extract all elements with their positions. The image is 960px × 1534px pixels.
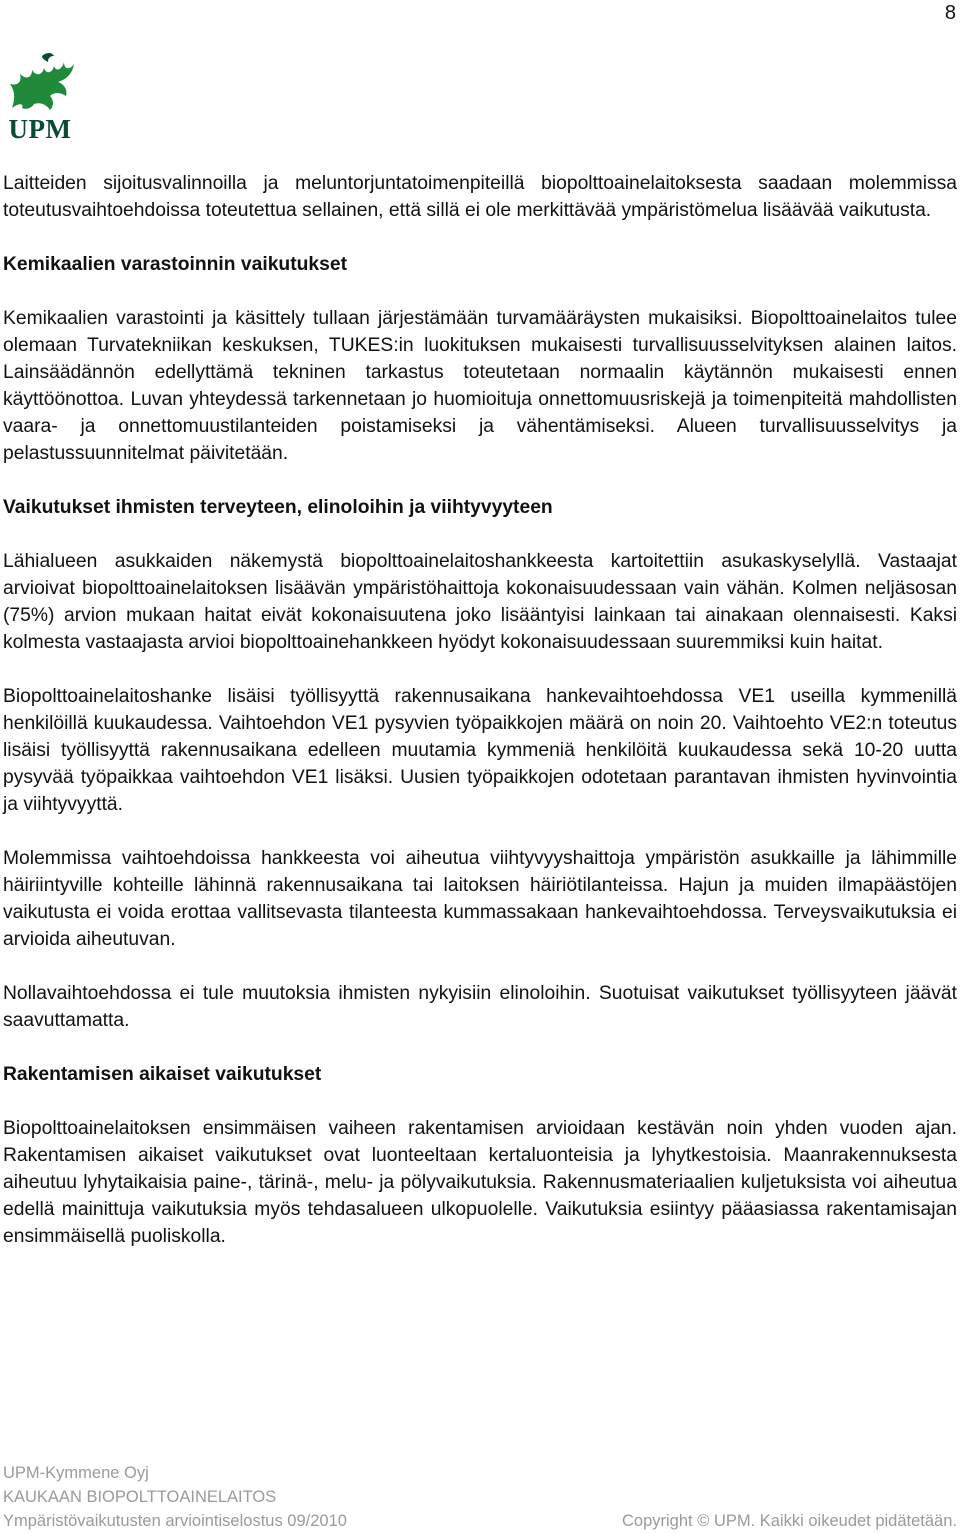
logo-text: UPM — [8, 114, 72, 144]
paragraph: Molemmissa vaihtoehdoissa hankkeesta voi aiheutua viihtyvyyshaittoja ympäristön asukkaille ja lähimmille häiriintyville kohteille lähinnä rakennusaikana tai laitoksen häiriötilanteissa. Hajun ja muiden ilmapäästöjen vaikutusta ei voida erottaa vallitsevasta tilanteesta kummassakaan hankevaihtoehdossa. Terveysvaikutuksia ei arvioida aiheutuvan. — [3, 848, 957, 950]
paragraph: Lähialueen asukkaiden näkemystä biopolttoainelaitoshankkeesta kartoitettiin asukaskyselyllä. Vastaajat arvioivat biopolttoainelaitoksen lisäävän ympäristöhaittoja kokonaisuudessaan vain vähän. Kolmen neljäsosan (75%) arvion mukaan haitat eivät kokonaisuutena joko lisääntyisi lainkaan tai ainakaan olennaisesti. Kaksi kolmesta vastaajasta arvioi biopolttoainehankkeen hyödyt kokonaisuudessaan suuremmiksi kuin haitat. — [3, 551, 957, 653]
paragraph: Nollavaihtoehdossa ei tule muutoksia ihmisten nykyisiin elinoloihin. Suotuisat vaikutukset työllisyyteen jäävät saavuttamatta. — [3, 983, 957, 1031]
footer-copyright: Copyright © UPM. Kaikki oikeudet pidätetään. — [622, 1512, 957, 1530]
upm-logo — [2, 50, 78, 144]
page-number: 8 — [944, 2, 956, 24]
section-heading: Rakentamisen aikaiset vaikutukset — [3, 1064, 322, 1085]
section-heading: Vaikutukset ihmisten terveyteen, elinoloihin ja viihtyvyyteen — [3, 497, 553, 518]
griffin-icon — [2, 50, 78, 112]
paragraph: Laitteiden sijoitusvalinnoilla ja meluntorjuntatoimenpiteillä biopolttoainelaitoksesta saadaan molemmissa toteutusvaihtoehdoissa toteutettua sellainen, että sillä ei ole merkittävää ympäristömelua lisäävää vaikutusta. — [3, 173, 957, 221]
footer-company: UPM-Kymmene Oyj — [3, 1464, 149, 1482]
section-heading: Kemikaalien varastoinnin vaikutukset — [3, 254, 347, 275]
paragraph: Biopolttoainelaitoksen ensimmäisen vaiheen rakentamisen arvioidaan kestävän noin yhden vuoden ajan. Rakentamisen aikaiset vaikutukset ovat luonteeltaan kertaluonteisia ja lyhytkestoisia. Maanrakennuksesta aiheutuu lyhytaikaisia paine-, tärinä-, melu- ja pölyvaikutuksia. Rakennusmateriaalien kuljetuksista voi aiheutua edellä mainittuja vaikutuksia myös tehdasalueen ulkopuolelle. Vaikutuksia esiintyy pääasiassa rakentamisajan ensimmäisellä puoliskolla. — [3, 1118, 957, 1247]
paragraph: Kemikaalien varastointi ja käsittely tullaan järjestämään turvamääräysten mukaisiksi. Biopolttoainelaitos tulee olemaan Turvatekniikan keskuksen, TUKES:in luokituksen mukaisesti turvallisuusselvityksen alainen laitos. Lainsäädännön edellyttämä tekninen tarkastus toteutetaan normaalin käytännön mukaisesti ennen käyttöönottoa. Luvan yhteydessä tarkennetaan jo huomioituja onnettomuusriskejä ja toimenpiteitä mahdollisten vaara- ja onnettomuustilanteiden poistamiseksi ja vähentämiseksi. Alueen turvallisuusselvitys ja pelastussuunnitelmat päivitetään. — [3, 308, 957, 464]
document-body — [3, 170, 957, 1250]
page-footer — [3, 1461, 957, 1533]
paragraph: Biopolttoainelaitoshanke lisäisi työllisyyttä rakennusaikana hankevaihtoehdossa VE1 useilla kymmenillä henkilöillä kuukaudessa. Vaihtoehdon VE1 pysyvien työpaikkojen määrä on noin 20. Vaihtoehto VE2:n toteutus lisäisi työllisyyttä rakennusaikana edelleen muutamia kymmeniä henkilöitä kuukaudessa sekä 10-20 uutta pysyvää työpaikkaa vaihtoehdon VE1 lisäksi. Uusien työpaikkojen odotetaan parantavan ihmisten hyvinvointia ja viihtyvyyttä. — [3, 686, 957, 815]
footer-project: KAUKAAN BIOPOLTTOAINELAITOS — [3, 1488, 277, 1506]
footer-report: Ympäristövaikutusten arviointiselostus 09/2010 — [3, 1512, 347, 1530]
